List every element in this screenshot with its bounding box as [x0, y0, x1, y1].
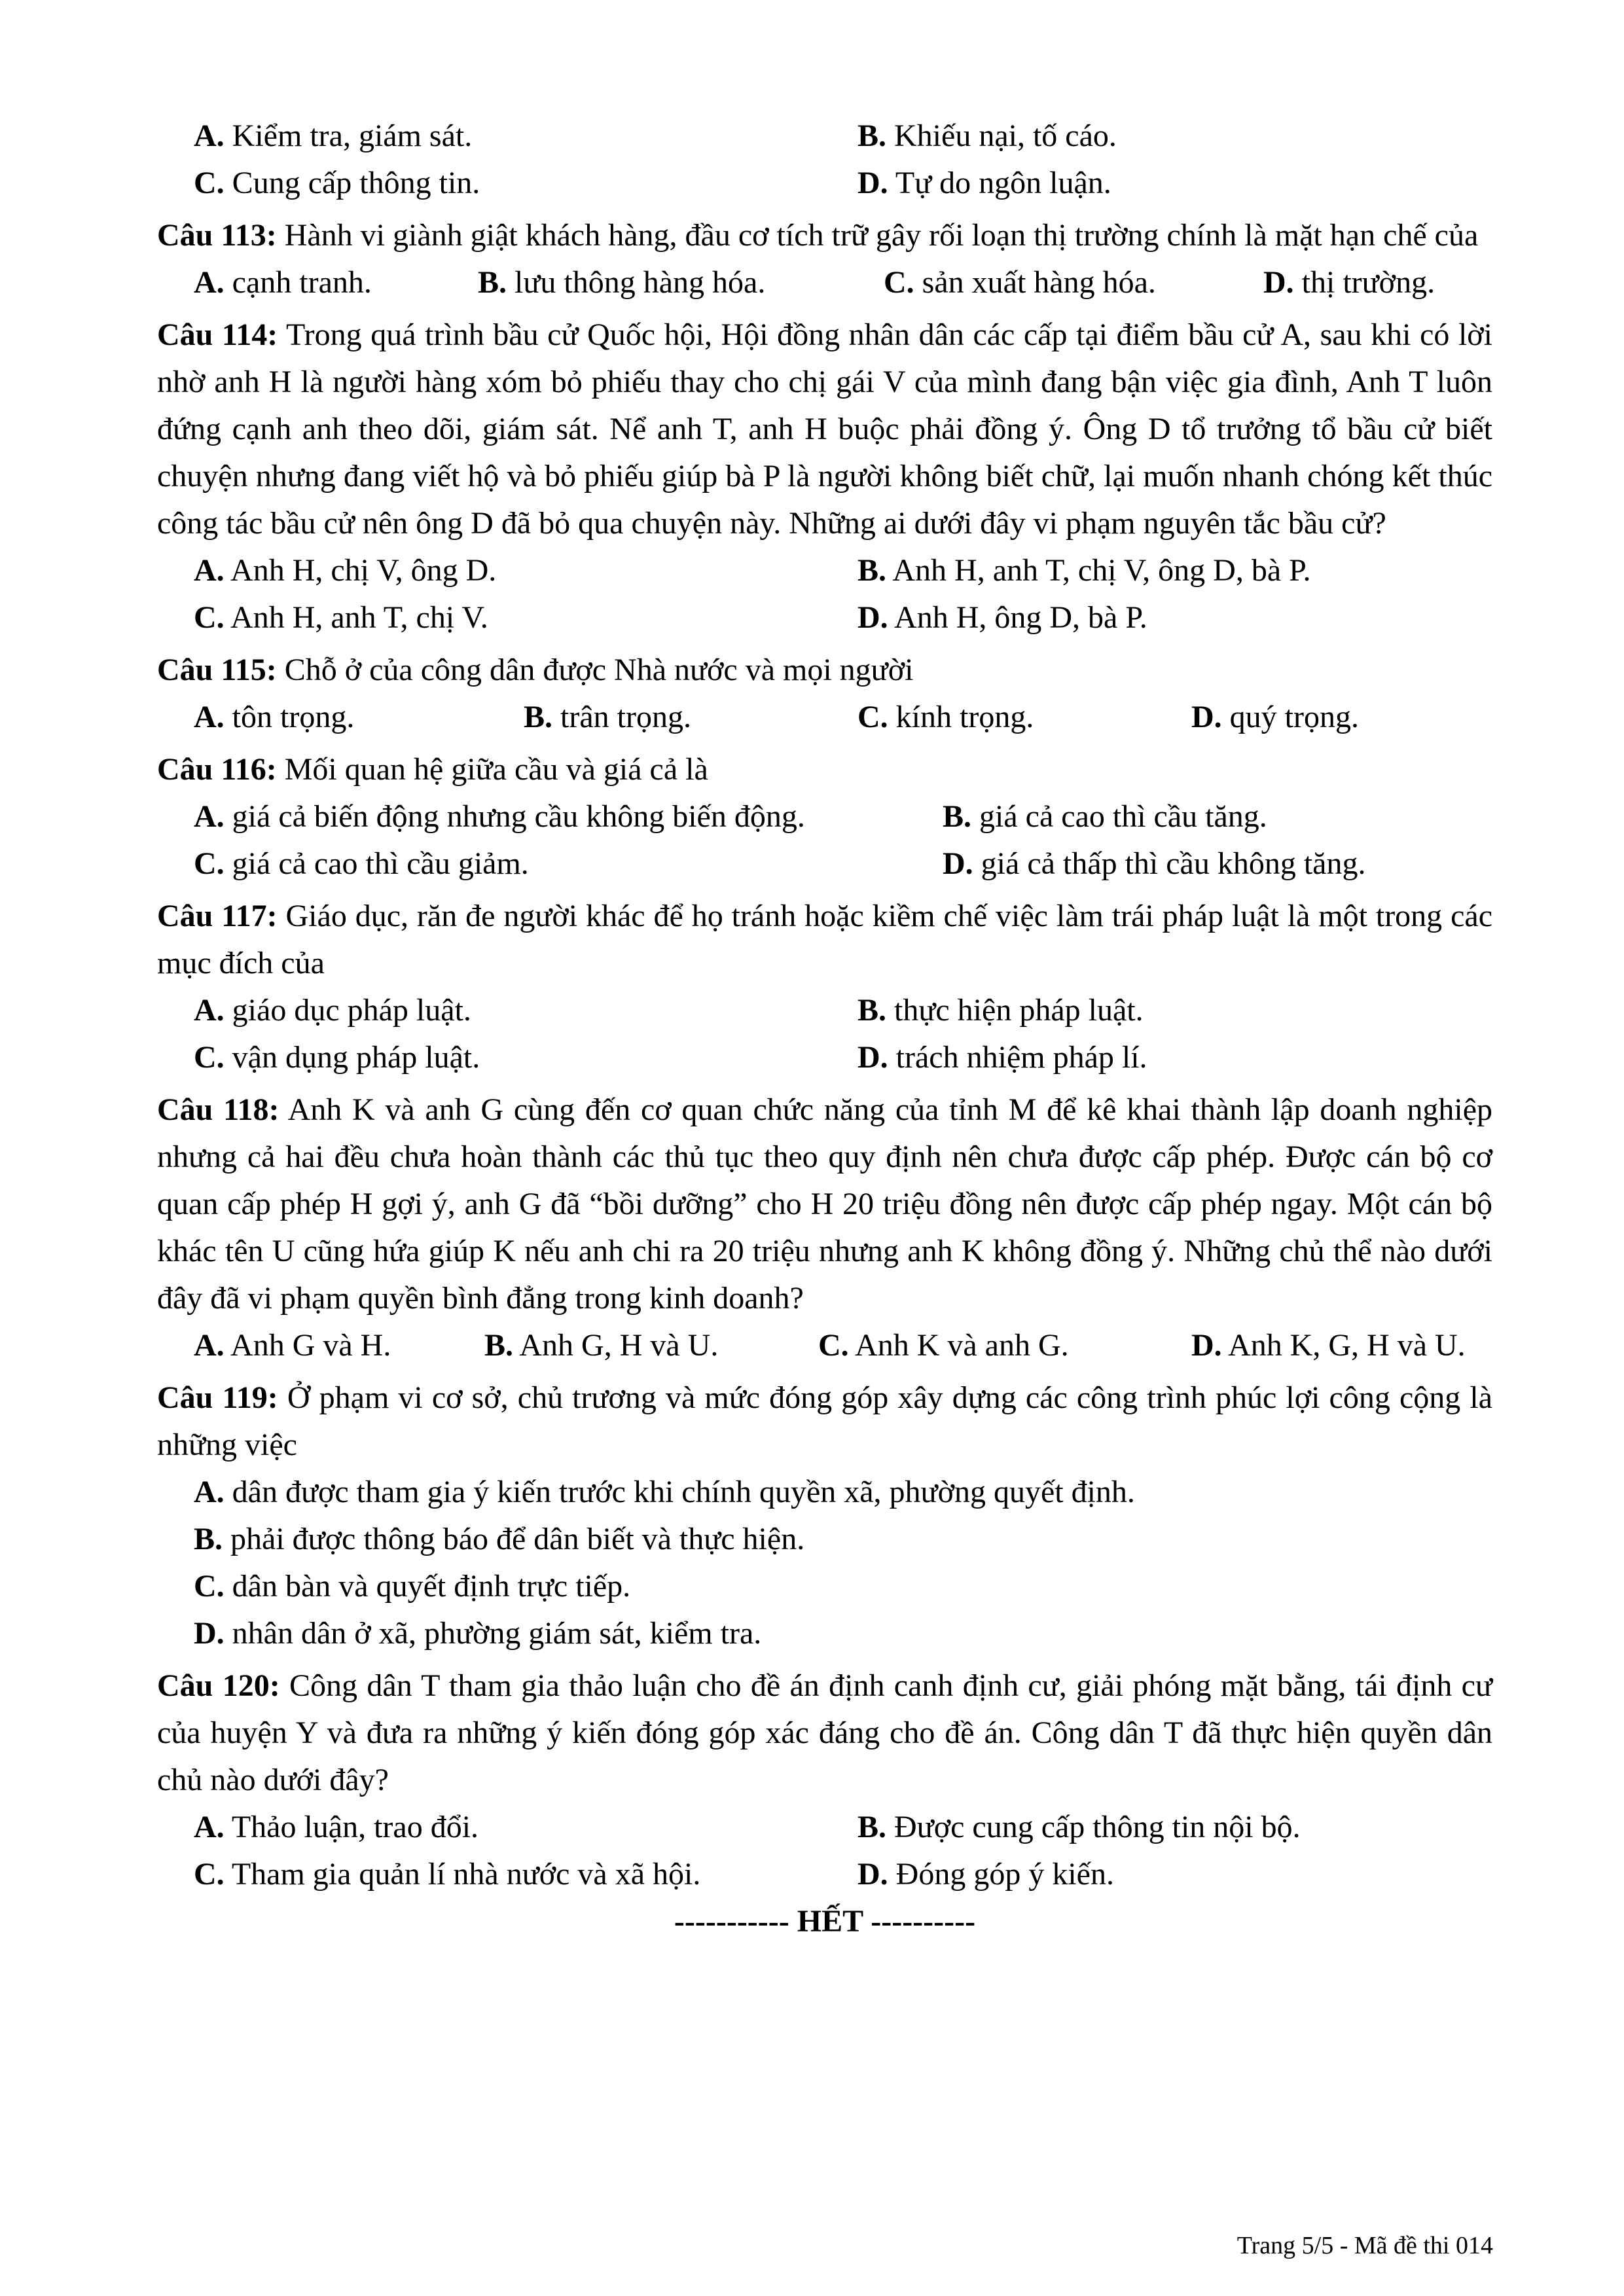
question-119: Câu 119: Ở phạm vi cơ sở, chủ trương và mức đóng góp xây dựng các công trình phúc lợi công cộng là những việc [157, 1380, 1493, 1462]
option-b: B. trân trọng. [524, 700, 691, 734]
question-117: Câu 117: Giáo dục, răn đe người khác để họ tránh hoặc kiềm chế việc làm trái pháp luật là một trong các mục đích của [157, 899, 1492, 980]
option-b: B. thực hiện pháp luật. [857, 993, 1144, 1028]
option-a: A. Anh G và H. [194, 1328, 391, 1363]
option-b: B. Anh G, H và U. [484, 1328, 719, 1363]
options-row [157, 547, 1492, 594]
option-b: B. phải được thông báo để dân biết và thực hiện. [194, 1522, 805, 1556]
option-d: D. Anh H, ông D, bà P. [857, 600, 1147, 635]
option-d: D. Đóng góp ý kiến. [857, 1857, 1114, 1892]
options-row [157, 1851, 1492, 1898]
option-a: A. Anh H, chị V, ông D. [194, 553, 497, 588]
option-d: D. Anh K, G, H và U. [1191, 1328, 1466, 1363]
options-row [157, 840, 1492, 888]
option-c: C. vận dụng pháp luật. [194, 1040, 480, 1075]
option-a: A. giá cả biến động nhưng cầu không biến động. [194, 799, 805, 834]
question-114: Câu 114: Trong quá trình bầu cử Quốc hội, Hội đồng nhân dân các cấp tại điểm bầu cử A, sau khi có lời nhờ anh H là người hàng xóm bỏ phiếu thay cho chị gái V của mình đang bận việc gia đình, Anh T luôn đứng cạnh anh theo dõi, giám sát. Nể anh T, anh H buộc phải đồng ý. Ông D tổ trưởng tổ bầu cử biết chuyện nhưng đang viết hộ và bỏ phiếu giúp bà P là người không biết chữ, lại muốn nhanh chóng kết thúc công tác bầu cử nên ông D đã bỏ qua chuyện này. Những ai dưới đây vi phạm nguyên tắc bầu cử? [157, 317, 1492, 541]
options-row [157, 594, 1492, 641]
option-a: A. Thảo luận, trao đổi. [194, 1810, 479, 1844]
option-c: C. Anh H, anh T, chị V. [194, 600, 488, 635]
option-d: D. nhân dân ở xã, phường giám sát, kiểm tra. [194, 1616, 762, 1651]
options-row [157, 259, 1492, 306]
option-b: B. Anh H, anh T, chị V, ông D, bà P. [857, 553, 1311, 588]
options-row [157, 1322, 1492, 1369]
option-d: D. trách nhiệm pháp lí. [857, 1040, 1147, 1075]
options-row [157, 793, 1492, 840]
end-marker: ----------- HẾT ---------- [674, 1904, 976, 1939]
page-footer: Trang 5/5 - Mã đề thi 014 [1236, 2232, 1493, 2259]
option-d: D. giá cả thấp thì cầu không tăng. [943, 846, 1366, 881]
option-a: A. Kiểm tra, giám sát. [194, 118, 473, 153]
options-row [157, 160, 1492, 207]
option-b: B. giá cả cao thì cầu tăng. [943, 799, 1267, 834]
option-c: C. giá cả cao thì cầu giảm. [194, 846, 529, 881]
option-d: D. quý trọng. [1191, 700, 1359, 734]
option-d: D. Tự do ngôn luận. [857, 166, 1111, 200]
option-c: C. kính trọng. [857, 700, 1034, 734]
option-b: B. Khiếu nại, tố cáo. [857, 118, 1117, 153]
options-row [157, 694, 1492, 741]
option-c: C. Cung cấp thông tin. [194, 166, 480, 200]
option-c: C. Tham gia quản lí nhà nước và xã hội. [194, 1857, 701, 1892]
question-118: Câu 118: Anh K và anh G cùng đến cơ quan chức năng của tỉnh M để kê khai thành lập doanh nghiệp nhưng cả hai đều chưa hoàn thành các thủ tục theo quy định nên chưa được cấp phép. Được cán bộ cơ quan cấp phép H gợi ý, anh G đã “bồi dưỡng” cho H 20 triệu đồng nên được cấp phép ngay. Một cán bộ khác tên U cũng hứa giúp K nếu anh chi ra 20 triệu nhưng anh K không đồng ý. Những chủ thể nào dưới đây đã vi phạm quyền bình đẳng trong kinh doanh? [157, 1092, 1493, 1316]
option-c: C. sản xuất hàng hóa. [884, 265, 1156, 300]
option-b: B. lưu thông hàng hóa. [478, 265, 766, 300]
option-d: D. thị trường. [1263, 265, 1435, 300]
question-113: Câu 113: Hành vi giành giật khách hàng, đầu cơ tích trữ gây rối loạn thị trường chính là mặt hạn chế của [157, 218, 1479, 253]
option-c: C. dân bàn và quyết định trực tiếp. [194, 1569, 631, 1604]
options-row [157, 987, 1492, 1034]
option-a: A. cạnh tranh. [194, 265, 372, 300]
options-row [157, 1034, 1492, 1081]
option-c: C. Anh K và anh G. [818, 1328, 1069, 1363]
option-a: A. tôn trọng. [194, 700, 355, 734]
option-a: A. dân được tham gia ý kiến trước khi chính quyền xã, phường quyết định. [194, 1475, 1135, 1509]
options-row [157, 113, 1492, 160]
option-b: B. Được cung cấp thông tin nội bộ. [857, 1810, 1301, 1844]
exam-page [157, 113, 1492, 1945]
question-115: Câu 115: Chỗ ở của công dân được Nhà nước và mọi người [157, 653, 914, 687]
option-a: A. giáo dục pháp luật. [194, 993, 471, 1028]
options-list [157, 1469, 1492, 1657]
options-row [157, 1804, 1492, 1851]
question-116: Câu 116: Mối quan hệ giữa cầu và giá cả là [157, 752, 708, 787]
question-120: Câu 120: Công dân T tham gia thảo luận cho đề án định canh định cư, giải phóng mặt bằng, tái định cư của huyện Y và đưa ra những ý kiến đóng góp xác đáng cho đề án. Công dân T đã thực hiện quyền dân chủ nào dưới đây? [157, 1668, 1493, 1797]
